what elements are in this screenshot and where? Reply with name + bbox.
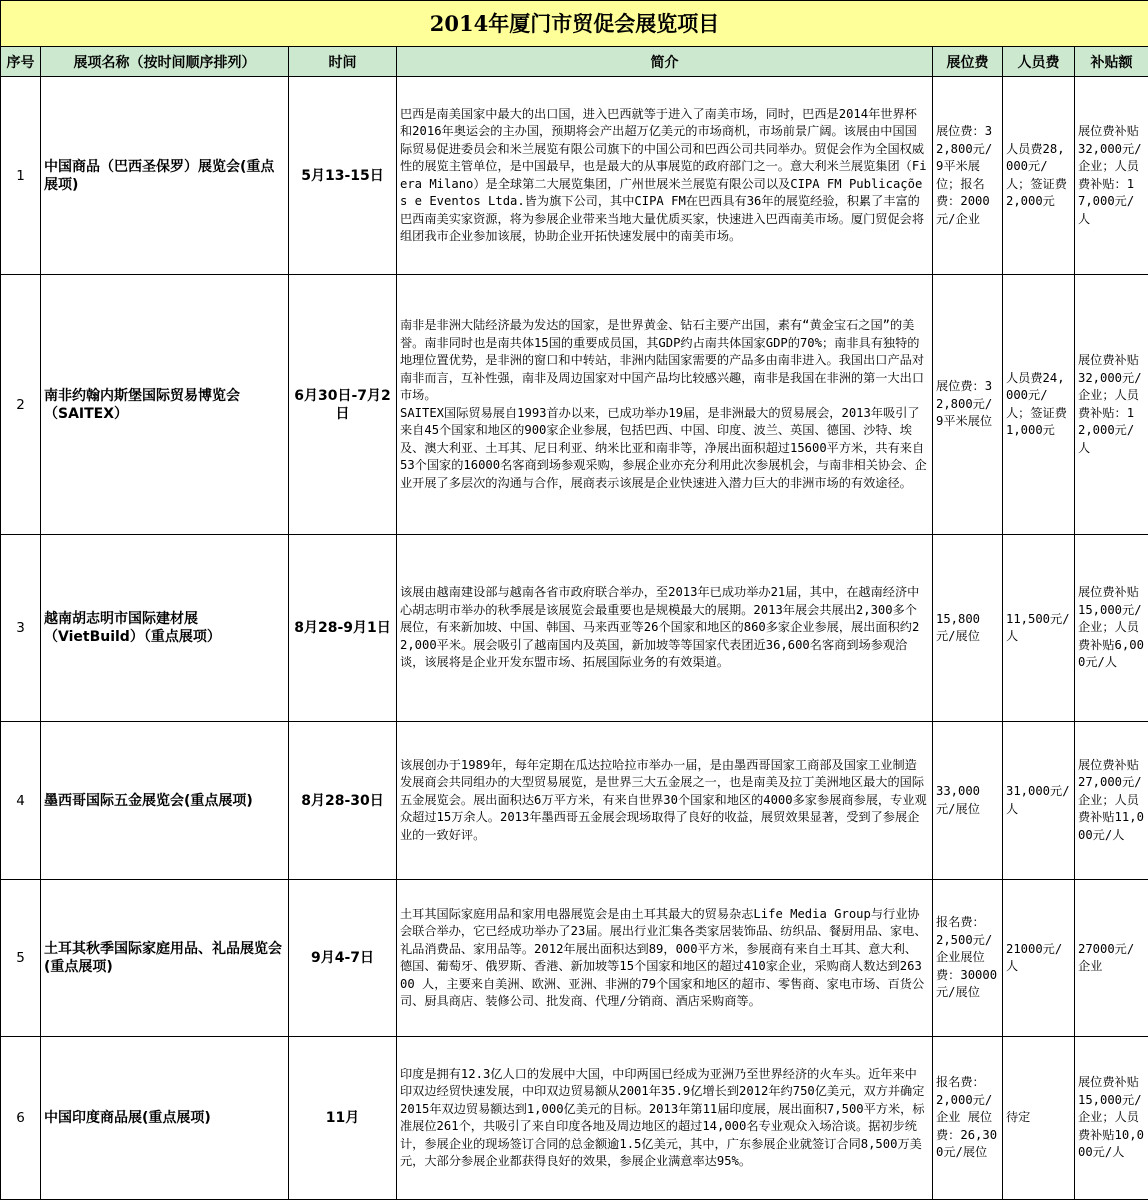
row-number: 2	[1, 275, 41, 535]
exhibition-name: 墨西哥国际五金展览会(重点展项)	[41, 722, 289, 880]
exhibition-intro: 南非是非洲大陆经济最为发达的国家，是世界黄金、钻石主要产出国，素有“黄金宝石之国”的美誉。南非同时也是南共体15国的重要成员国，其GDP约占南共体国家GDP的70%；南非具有独特的地理位置优势，是非洲的窗口和中转站，非洲内陆国家需要的产品多由南非进入。我国出口产品对南非而言，互补性强，南非及周边国家对中国产品均比较感兴趣，南非是我国在非洲的第一大出口市场。 SAITEX国际贸易展自1993首办以来，已成功举办19届，是非洲最大的贸易展会，2013年吸引了来自45个国家和地区的900家企业参展，包括巴西、中国、印度、波兰、英国、德国、沙特、埃及、澳大利亚、土耳其、尼日利亚、纳米比亚和南非等，净展出面积超过15600平方米，共有来自53个国家的16000名客商到场参观采购，参展企业亦充分利用此次参展机会，与南非相关协会、企业开展了多层次的沟通与合作，展商表示该展是企业快速进入潜力巨大的非洲市场的有效途径。	[397, 275, 933, 535]
header-booth-fee: 展位费	[933, 47, 1003, 77]
table-row	[1, 535, 1148, 722]
row-number: 6	[1, 1037, 41, 1200]
subsidy-amount: 展位费补贴27,000元/企业；人员费补贴11,000元/人	[1075, 722, 1148, 880]
staff-fee: 人员费24,000元/人；签证费1,000元	[1003, 275, 1075, 535]
booth-fee: 展位费：32,800元/9平米展位；报名费：2000元/企业	[933, 77, 1003, 275]
exhibition-name: 中国商品（巴西圣保罗）展览会(重点展项)	[41, 77, 289, 275]
row-number: 1	[1, 77, 41, 275]
booth-fee: 报名费：2,500元/企业展位费：30000元/展位	[933, 880, 1003, 1037]
exhibition-time: 11月	[289, 1037, 397, 1200]
table-row	[1, 275, 1148, 535]
booth-fee: 33,000元/展位	[933, 722, 1003, 880]
exhibition-time: 8月28-30日	[289, 722, 397, 880]
exhibition-name: 越南胡志明市国际建材展（VietBuild）（重点展项）	[41, 535, 289, 722]
exhibition-name: 土耳其秋季国际家庭用品、礼品展览会(重点展项)	[41, 880, 289, 1037]
subsidy-amount: 展位费补贴15,000元/企业；人员费补贴10,000元/人	[1075, 1037, 1148, 1200]
exhibition-intro: 该展由越南建设部与越南各省市政府联合举办，至2013年已成功举办21届，其中，在越南经济中心胡志明市举办的秋季展是该展览会最重要也是规模最大的展期。2013年展会共展出2,300多个展位，有来新加坡、中国、韩国、马来西亚等26个国家和地区的860多家企业参展，展出面积约22,000平米。展会吸引了越南国内及英国，新加坡等等国家代表团近36,600名客商到场参观洽谈，该展将是企业开发东盟市场、拓展国际业务的有效渠道。	[397, 535, 933, 722]
booth-fee: 展位费：32,800元/9平米展位	[933, 275, 1003, 535]
staff-fee: 11,500元/人	[1003, 535, 1075, 722]
exhibition-time: 9月4-7日	[289, 880, 397, 1037]
staff-fee: 人员费28,000元/人；签证费2,000元	[1003, 77, 1075, 275]
table-row	[1, 77, 1148, 275]
table-row	[1, 1037, 1148, 1200]
exhibition-name: 中国印度商品展(重点展项)	[41, 1037, 289, 1200]
exhibition-name: 南非约翰内斯堡国际贸易博览会（SAITEX）	[41, 275, 289, 535]
row-number: 4	[1, 722, 41, 880]
subsidy-amount: 展位费补贴32,000元/企业；人员费补贴：17,000元/人	[1075, 77, 1148, 275]
header-time: 时间	[289, 47, 397, 77]
subsidy-amount: 展位费补贴15,000元/企业；人员费补贴6,000元/人	[1075, 535, 1148, 722]
exhibition-intro: 土耳其国际家庭用品和家用电器展览会是由土耳其最大的贸易杂志Life Media Group与行业协会联合举办，它已经成功举办了23届。展出行业汇集各类家居装饰品、纺织品、餐厨用品、家电、礼品消费品、家用品等。2012年展出面积达到89，000平方米，参展商有来自土耳其、意大利、德国、葡萄牙、俄罗斯、香港、新加坡等15个国家和地区的超过410家企业，采购商人数达到26300 人，主要来自美洲、欧洲、亚洲、非洲的79个国家和地区的超市、零售商、家电市场、百货公司、厨具商店、装修公司、批发商、代理/分销商、酒店采购商等。	[397, 880, 933, 1037]
header-name: 展项名称（按时间顺序排列）	[41, 47, 289, 77]
staff-fee: 21000元/人	[1003, 880, 1075, 1037]
exhibition-time: 8月28-9月1日	[289, 535, 397, 722]
header-row	[1, 47, 1148, 77]
header-no: 序号	[1, 47, 41, 77]
exhibition-time: 6月30日-7月2日	[289, 275, 397, 535]
staff-fee: 31,000元/人	[1003, 722, 1075, 880]
exhibition-time: 5月13-15日	[289, 77, 397, 275]
exhibition-intro: 巴西是南美国家中最大的出口国，进入巴西就等于进入了南美市场，同时，巴西是2014年世界杯和2016年奥运会的主办国，预期将会产出超万亿美元的市场商机，市场前景广阔。该展由中国国际贸易促进委员会和米兰展览有限公司旗下的中国公司和巴西公司共同举办。贸促会作为全国权威性的展览主管单位，是中国最早，也是最大的从事展览的政府部门之一。意大利米兰展览集团（Fiera Milano）是全球第二大展览集团，广州世展米兰展览有限公司以及CIPA FM Publicações e Eventos Ltda.皆为旗下公司，其中CIPA FM在巴西具有36年的展览经验，积累了丰富的巴西南美实家资源，将为参展企业带来当地大量优质买家，快速进入巴西南美市场。厦门贸促会将组团我市企业参加该展，协助企业开拓快速发展中的南美市场。	[397, 77, 933, 275]
header-subsidy: 补贴额	[1075, 47, 1148, 77]
booth-fee: 报名费：2,000元/企业 展位费：26,300元/展位	[933, 1037, 1003, 1200]
page-title: 2014年厦门市贸促会展览项目	[1, 1, 1148, 47]
row-number: 3	[1, 535, 41, 722]
subsidy-amount: 展位费补贴32,000元/企业；人员费补贴：12,000元/人	[1075, 275, 1148, 535]
staff-fee: 待定	[1003, 1037, 1075, 1200]
booth-fee: 15,800元/展位	[933, 535, 1003, 722]
exhibition-intro: 印度是拥有12.3亿人口的发展中大国，中印两国已经成为亚洲乃至世界经济的火车头。近年来中印双边经贸快速发展，中印双边贸易额从2001年35.9亿增长到2012年约750亿美元，双方并确定2015年双边贸易额达到1,000亿美元的目标。2013年第11届印度展，展出面积7,500平方米，标准展位261个，共吸引了来自印度各地及周边地区的超过14,000名专业观众入场洽谈。据初步统计，参展企业的现场签订合同的总金额逾1.5亿美元，其中，广东参展企业就签订合同8,500万美元，大部分参展企业都获得良好的效果，参展企业满意率达95%。	[397, 1037, 933, 1200]
header-intro: 简介	[397, 47, 933, 77]
table-row	[1, 722, 1148, 880]
subsidy-amount: 27000元/企业	[1075, 880, 1148, 1037]
header-staff-fee: 人员费	[1003, 47, 1075, 77]
table-row	[1, 880, 1148, 1037]
row-number: 5	[1, 880, 41, 1037]
exhibition-intro: 该展创办于1989年，每年定期在瓜达拉哈拉市举办一届，是由墨西哥国家工商部及国家工业制造发展商会共同组办的大型贸易展览，是世界三大五金展之一，也是南美及拉丁美洲地区最大的国际五金展览会。展出面积达6万平方米，有来自世界30个国家和地区的4000多家参展商参展，专业观众超过15万余人。2013年墨西哥五金展会现场取得了良好的收益，展贸效果显著，受到了参展企业的一致好评。	[397, 722, 933, 880]
